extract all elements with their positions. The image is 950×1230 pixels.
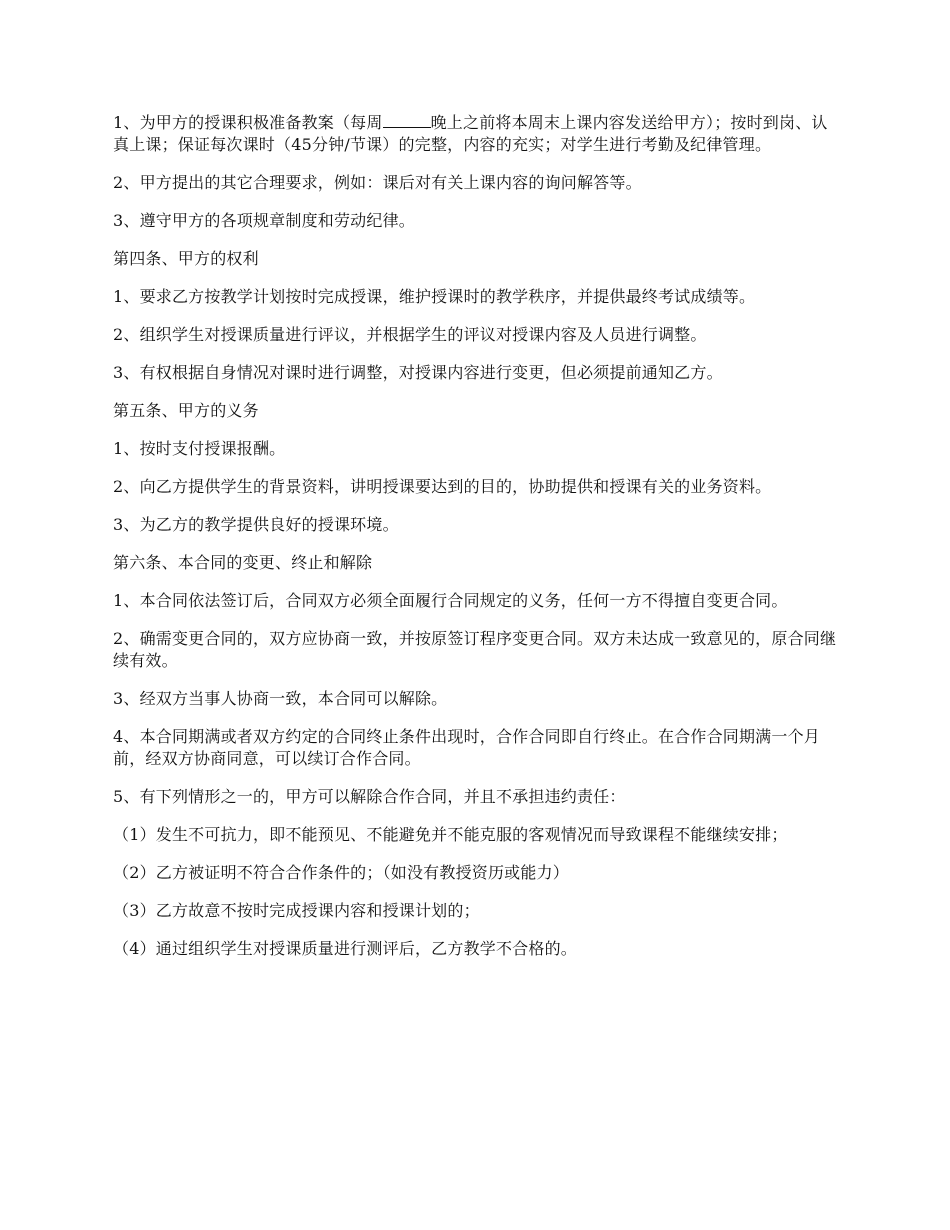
section-heading: 第六条、本合同的变更、终止和解除	[113, 553, 373, 572]
clause-paragraph: 2、确需变更合同的，双方应协商一致，并按原签订程序变更合同。双方未达成一致意见的，原合同继续有效。	[113, 629, 837, 670]
clause-paragraph: 2、甲方提出的其它合理要求，例如：课后对有关上课内容的询问解答等。	[113, 173, 642, 192]
section-heading: 第四条、甲方的权利	[113, 249, 259, 268]
clause-text: 1、为甲方的授课积极准备教案（每周	[113, 113, 383, 132]
clause-paragraph: 1、本合同依法签订后，合同双方必须全面履行合同规定的义务，任何一方不得擅自变更合同。	[113, 591, 788, 610]
blank-fill-line	[383, 113, 431, 128]
clause-paragraph: 5、有下列情形之一的，甲方可以解除合作合同，并且不承担违约责任：	[113, 787, 626, 806]
clause-paragraph: 3、有权根据自身情况对课时进行调整，对授课内容进行变更，但必须提前通知乙方。	[113, 363, 723, 382]
clause-paragraph: 3、为乙方的教学提供良好的授课环境。	[113, 515, 399, 534]
clause-paragraph: 3、遵守甲方的各项规章制度和劳动纪律。	[113, 211, 415, 230]
clause-paragraph: 3、经双方当事人协商一致，本合同可以解除。	[113, 689, 448, 708]
clause-paragraph: 2、组织学生对授课质量进行评议，并根据学生的评议对授课内容及人员进行调整。	[113, 325, 707, 344]
clause-paragraph: （3）乙方故意不按时完成授课内容和授课计划的；	[113, 901, 480, 920]
clause-paragraph: 1、按时支付授课报酬。	[113, 439, 286, 458]
clause-paragraph: （1）发生不可抗力，即不能预见、不能避免并不能克服的客观情况而导致课程不能继续安排；	[113, 825, 788, 844]
clause-paragraph: 1、要求乙方按教学计划按时完成授课，维护授课时的教学秩序，并提供最终考试成绩等。	[113, 287, 756, 306]
clause-paragraph: （4）通过组织学生对授课质量进行测评后，乙方教学不合格的。	[113, 939, 577, 958]
clause-paragraph	[113, 112, 843, 156]
clause-paragraph: 4、本合同期满或者双方约定的合同终止条件出现时，合作合同即自行终止。在合作合同期满一个月前，经双方协商同意，可以续订合作合同。	[113, 727, 820, 768]
section-heading: 第五条、甲方的义务	[113, 401, 259, 420]
clause-paragraph: 2、向乙方提供学生的背景资料，讲明授课要达到的目的，协助提供和授课有关的业务资料。	[113, 477, 772, 496]
document-page	[113, 112, 843, 976]
clause-text: 晚上之前将本周末上课内容发送给甲方）；按时到岗、认真上课；保证每次课时（45分钟/节课）的完整，内容的充实；对学生进行考勤及纪律管理。	[113, 113, 828, 154]
clause-paragraph: （2）乙方被证明不符合合作条件的；（如没有教授资历或能力）	[113, 863, 569, 882]
